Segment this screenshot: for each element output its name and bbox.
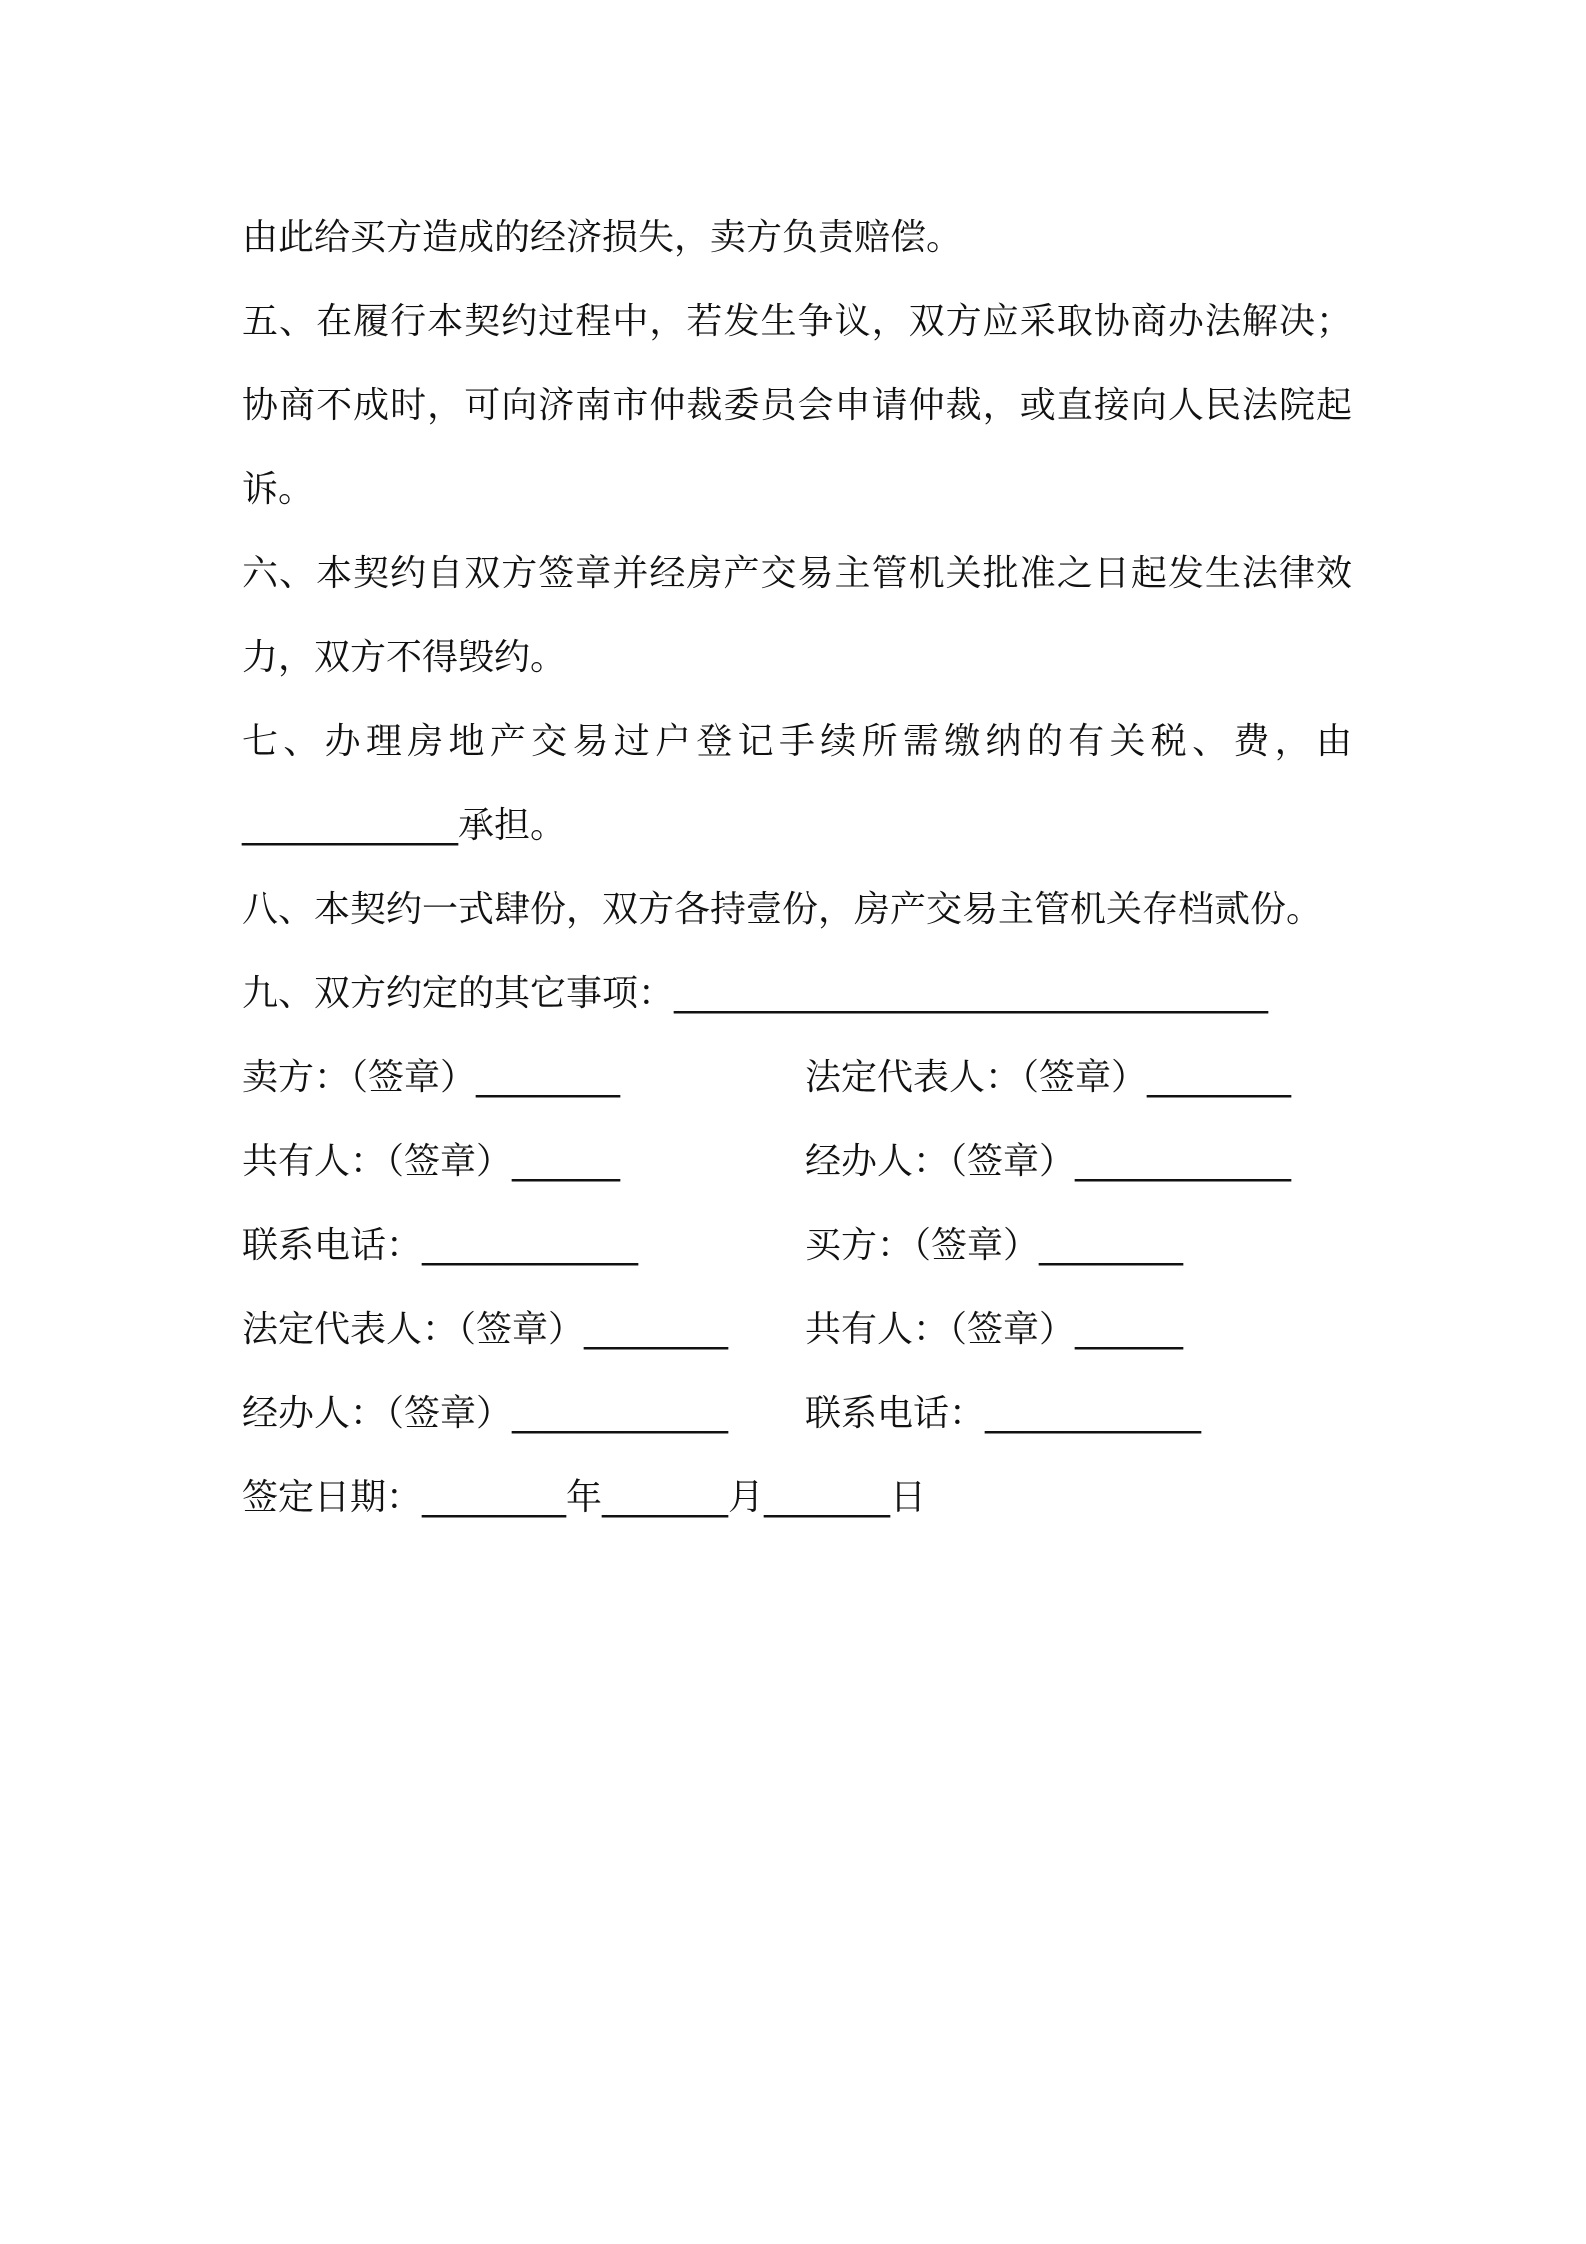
signature-row [242, 1204, 1352, 1288]
signature-field: 联系电话：____________ [242, 1225, 639, 1266]
signature-field: 联系电话：____________ [805, 1393, 1202, 1434]
paragraph-line: 诉。 [242, 469, 315, 510]
paragraph-line: 八、本契约一式肆份，双方各持壹份，房产交易主管机关存档贰份。 [242, 889, 1323, 930]
signature-field: 法定代表人：（签章）________ [805, 1057, 1292, 1098]
paragraph-line: 五、在履行本契约过程中，若发生争议，双方应采取协商办法解决； [242, 301, 1352, 342]
contract-body [242, 196, 1352, 1540]
signature-field: 共有人：（签章）______ [242, 1141, 621, 1182]
signature-row [242, 1120, 1352, 1204]
signature-field: 经办人：（签章）____________ [242, 1393, 729, 1434]
signature-field: 买方：（签章）________ [805, 1225, 1184, 1266]
signature-field: 共有人：（签章）______ [805, 1309, 1184, 1350]
paragraph-line: 九、双方约定的其它事项：_________________________________ [242, 973, 1269, 1014]
signature-field: 经办人：（签章）____________ [805, 1141, 1292, 1182]
paragraph-line: 六、本契约自双方签章并经房产交易主管机关批准之日起发生法律效 [242, 553, 1352, 594]
signature-field: 卖方：（签章）________ [242, 1057, 621, 1098]
paragraph-line: 协商不成时，可向济南市仲裁委员会申请仲裁，或直接向人民法院起 [242, 385, 1352, 426]
signature-field: 法定代表人：（签章）________ [242, 1309, 729, 1350]
signature-row [242, 1036, 1352, 1120]
paragraph-line: 由此给买方造成的经济损失，卖方负责赔偿。 [242, 217, 963, 258]
paragraph-line: 力，双方不得毁约。 [242, 637, 567, 678]
paragraph-line: ____________承担。 [242, 805, 567, 846]
paragraph-line: 七、办理房地产交易过户登记手续所需缴纳的有关税、费，由 [242, 721, 1352, 762]
signature-row [242, 1372, 1352, 1456]
sign-date: 签定日期：________年_______月_______日 [242, 1477, 927, 1518]
signature-row [242, 1288, 1352, 1372]
